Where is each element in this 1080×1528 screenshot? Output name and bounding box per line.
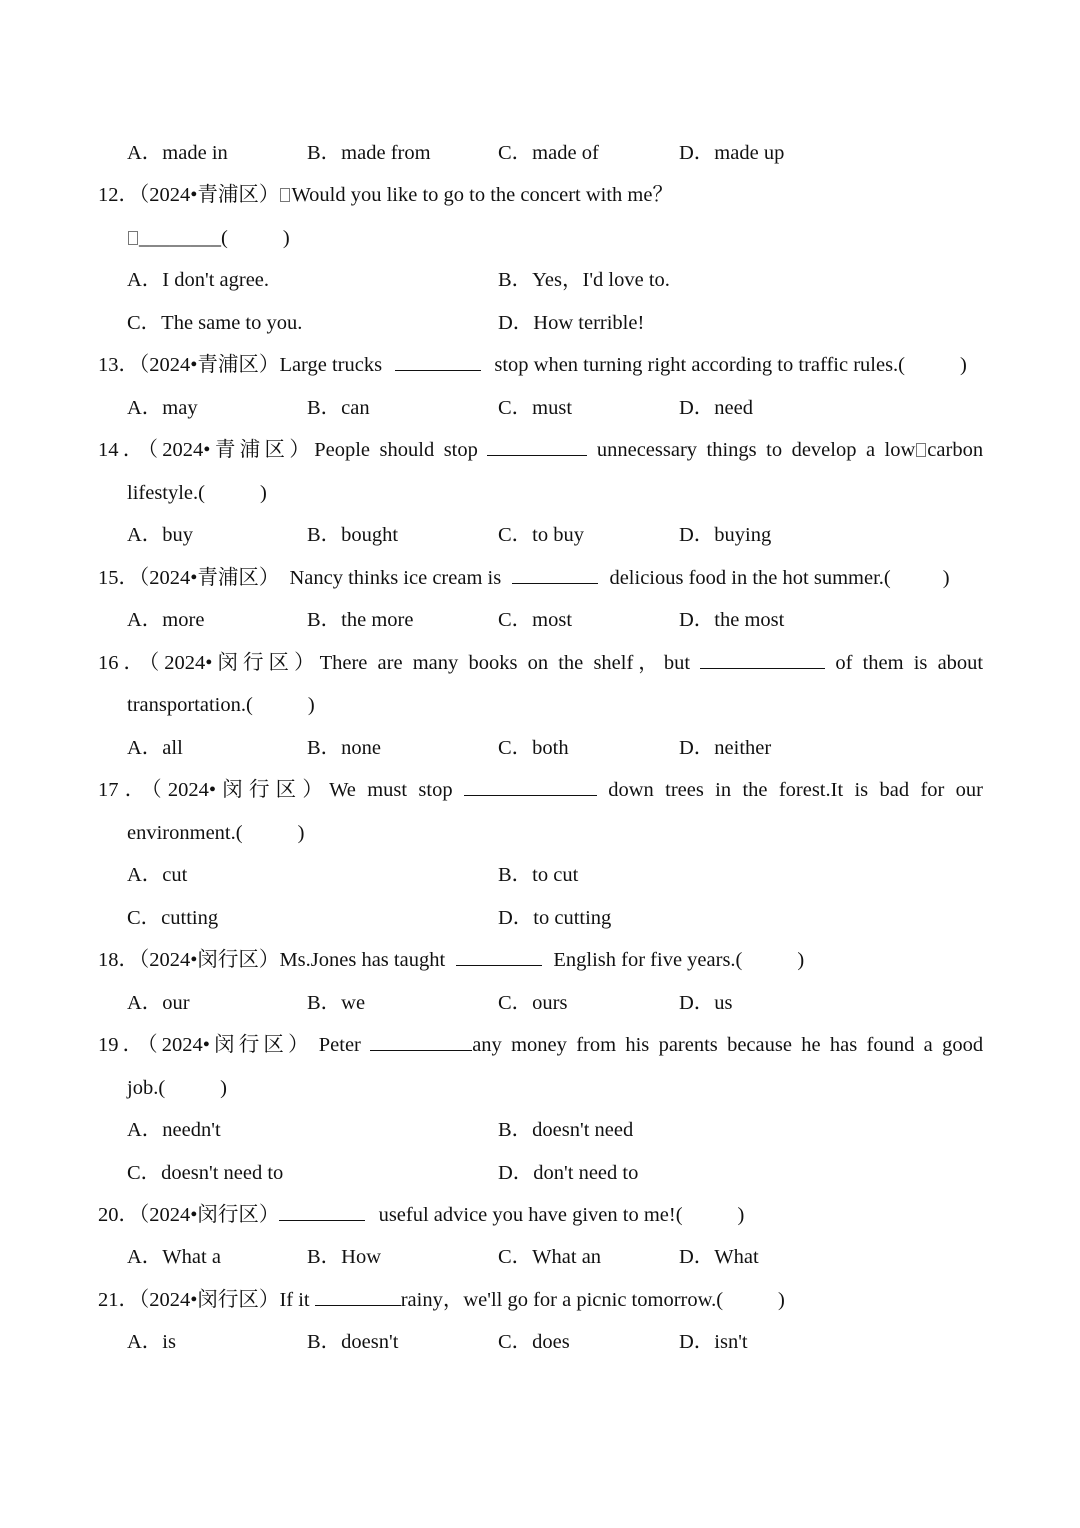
- q14-carbon: carbon: [927, 439, 984, 461]
- q14-low: low: [884, 439, 916, 461]
- q15-number: 15．（2024•青浦区）: [98, 567, 280, 589]
- q19-line2: [127, 1073, 227, 1103]
- q16-stem: [98, 648, 983, 678]
- q16-number: 16．（2024•闵行区）: [98, 652, 320, 674]
- q13-close-paren: ): [960, 354, 967, 376]
- q16-word: books: [468, 652, 518, 674]
- q14-option-d[interactable]: D．buying: [679, 524, 772, 546]
- q17-blank[interactable]: [464, 777, 597, 796]
- q13-option-d[interactable]: D．need: [679, 397, 754, 419]
- q17-word: must: [367, 779, 408, 801]
- q13-option-b[interactable]: B．can: [307, 397, 370, 419]
- q19-word: money: [511, 1034, 567, 1056]
- q20-option-a[interactable]: A．What a: [127, 1246, 221, 1268]
- q17-line2-text: environment.(: [127, 822, 243, 844]
- q21-option-a[interactable]: A．is: [127, 1331, 176, 1353]
- q17-word: down: [608, 779, 654, 801]
- q17-word: bad: [879, 779, 910, 801]
- q16-option-d[interactable]: D．neither: [679, 737, 772, 759]
- q16-word: are: [377, 652, 403, 674]
- q13-text-before: Large trucks: [279, 354, 383, 376]
- q13-text-after: stop when turning right according to traffic rules.(: [494, 354, 905, 376]
- q17-word: forest.It: [778, 779, 844, 801]
- q12-option-b[interactable]: B．Yes，I'd love to.: [498, 269, 670, 291]
- q15-stem: [98, 563, 950, 593]
- q14-word: stop: [443, 439, 478, 461]
- q18-number: 18．（2024•闵行区）: [98, 949, 280, 971]
- q11-option-b[interactable]: B．made from: [307, 142, 431, 164]
- dash-glyph-icon: [128, 231, 138, 245]
- q14-word: People: [314, 439, 371, 461]
- q18-blank[interactable]: [456, 947, 542, 966]
- q17-word: stop: [418, 779, 453, 801]
- q16-option-a[interactable]: A．all: [127, 737, 183, 759]
- q17-number: 17．（2024•闵行区）: [98, 779, 330, 801]
- dash-glyph-icon: [280, 188, 290, 202]
- q21-option-b[interactable]: B．doesn't: [307, 1331, 399, 1353]
- q16-word: shelf，but: [593, 652, 691, 674]
- q21-blank[interactable]: [315, 1287, 401, 1306]
- q13-option-a[interactable]: A．may: [127, 397, 198, 419]
- q12-option-c[interactable]: C．The same to you.: [127, 312, 303, 334]
- q19-option-b[interactable]: B．doesn't need: [498, 1119, 634, 1141]
- dash-glyph-icon: [916, 443, 926, 457]
- q20-option-c[interactable]: C．What an: [498, 1246, 602, 1268]
- q19-stem: [98, 1030, 983, 1060]
- q17-word: trees: [665, 779, 704, 801]
- q11-option-a[interactable]: A．made in: [127, 142, 228, 164]
- q17-word: We: [329, 779, 356, 801]
- q14-word: things: [706, 439, 757, 461]
- q12-option-a[interactable]: A．I don't agree.: [127, 269, 270, 291]
- q16-word: the: [558, 652, 584, 674]
- q15-option-d[interactable]: D．the most: [679, 609, 785, 631]
- q17-line2: [127, 818, 304, 848]
- q17-word: for: [920, 779, 945, 801]
- q18-close-paren: ): [797, 949, 805, 971]
- q20-stem: [98, 1200, 744, 1230]
- q16-line2: [127, 690, 315, 720]
- q18-stem: [98, 945, 804, 975]
- q14-word: unnecessary: [596, 439, 698, 461]
- q14-word: to: [766, 439, 783, 461]
- q18-text-after: English for five years.(: [553, 949, 743, 971]
- q21-option-d[interactable]: D．isn't: [679, 1331, 748, 1353]
- q21-text-before: If it: [279, 1289, 310, 1311]
- q15-close-paren: ): [942, 567, 950, 589]
- q14-line2-text: lifestyle.(: [127, 482, 205, 504]
- q19-blank[interactable]: [370, 1032, 472, 1051]
- q19-word: good: [942, 1034, 984, 1056]
- q14-blank[interactable]: [487, 437, 587, 456]
- q19-word: because: [727, 1034, 792, 1056]
- q16-word: of: [835, 652, 853, 674]
- q12-option-d[interactable]: D．How terrible!: [498, 312, 645, 334]
- q20-number: 20．（2024•闵行区）: [98, 1204, 280, 1226]
- q14-line2: [127, 478, 267, 508]
- q18-option-c[interactable]: C．ours: [498, 992, 568, 1014]
- q17-option-c[interactable]: C．cutting: [127, 907, 219, 929]
- q13-number: 13．（2024•青浦区）: [98, 354, 280, 376]
- q19-word: has: [829, 1034, 858, 1056]
- q13-blank[interactable]: [395, 352, 481, 371]
- q14-word: should: [379, 439, 435, 461]
- q20-blank[interactable]: [279, 1202, 365, 1221]
- q19-word: Peter: [318, 1034, 361, 1056]
- q19-option-a[interactable]: A．needn't: [127, 1119, 221, 1141]
- q12-text: Would you like to go to the concert with me？: [291, 184, 673, 206]
- q14-option-b[interactable]: B．bought: [307, 524, 399, 546]
- q11-option-d[interactable]: D．made up: [679, 142, 785, 164]
- q17-option-b[interactable]: B．to cut: [498, 864, 579, 886]
- q16-option-b[interactable]: B．none: [307, 737, 382, 759]
- q17-stem: [98, 775, 983, 805]
- q14-option-c[interactable]: C．to buy: [498, 524, 584, 546]
- q20-close-paren: ): [737, 1204, 745, 1226]
- q17-option-a[interactable]: A．cut: [127, 864, 188, 886]
- q15-option-b[interactable]: B．the more: [307, 609, 414, 631]
- q18-option-d[interactable]: D．us: [679, 992, 733, 1014]
- q19-word: his: [625, 1034, 650, 1056]
- q13-option-c[interactable]: C．must: [498, 397, 573, 419]
- q19-option-c[interactable]: C．doesn't need to: [127, 1162, 284, 1184]
- q17-word: the: [742, 779, 768, 801]
- q15-option-a[interactable]: A．more: [127, 609, 205, 631]
- q19-number: 19．（2024•闵行区）: [98, 1034, 313, 1056]
- q19-word: he: [801, 1034, 821, 1056]
- q21-text-after: rainy，we'll go for a picnic tomorrow.(: [400, 1289, 724, 1311]
- q12-number: 12．（2024•青浦区）: [98, 184, 280, 206]
- q12-close-paren: ): [282, 227, 290, 249]
- q16-word: There: [319, 652, 368, 674]
- q16-line2-text: transportation.(: [127, 694, 253, 716]
- q19-word: a: [923, 1034, 933, 1056]
- q19-line2-text: job.(: [127, 1077, 166, 1099]
- q21-close-paren: ): [778, 1289, 785, 1311]
- q20-option-b[interactable]: B．How: [307, 1246, 382, 1268]
- q17-word: is: [854, 779, 869, 801]
- q21-stem: [98, 1285, 785, 1315]
- q16-word: them: [862, 652, 904, 674]
- q19-word: any: [472, 1034, 502, 1056]
- q18-option-b[interactable]: B．we: [307, 992, 366, 1014]
- q14-word: develop: [791, 439, 857, 461]
- q19-word: parents: [658, 1034, 718, 1056]
- q19-option-d[interactable]: D．don't need to: [498, 1162, 639, 1184]
- q14-word: a: [865, 439, 876, 461]
- q15-option-c[interactable]: C．most: [498, 609, 573, 631]
- q16-word: many: [412, 652, 459, 674]
- q19-word: found: [866, 1034, 915, 1056]
- q12-answer-line: [127, 223, 290, 253]
- q14-close-paren: ): [260, 482, 267, 504]
- q13-stem: [98, 350, 967, 380]
- q16-word: on: [527, 652, 549, 674]
- q17-close-paren: ): [297, 822, 305, 844]
- q12-stem: [98, 180, 673, 210]
- q15-text-after: delicious food in the hot summer.(: [609, 567, 891, 589]
- q11-option-c[interactable]: C．made of: [498, 142, 599, 164]
- q14-low-carbon: [885, 439, 984, 461]
- q19-close-paren: ): [220, 1077, 227, 1099]
- q21-option-c[interactable]: C．does: [498, 1331, 570, 1353]
- q17-word: our: [955, 779, 983, 801]
- q20-text-after: useful advice you have given to me!(: [378, 1204, 683, 1226]
- q16-close-paren: ): [307, 694, 315, 716]
- q19-word: from: [576, 1034, 617, 1056]
- q16-option-c[interactable]: C．both: [498, 737, 569, 759]
- q20-option-d[interactable]: D．What: [679, 1246, 759, 1268]
- q18-text-before: Ms.Jones has taught: [279, 949, 446, 971]
- q16-word: is: [913, 652, 928, 674]
- q15-text-before: Nancy thinks ice cream is: [289, 567, 502, 589]
- q18-option-a[interactable]: A．our: [127, 992, 190, 1014]
- q17-word: in: [715, 779, 732, 801]
- q15-blank[interactable]: [512, 565, 598, 584]
- q14-option-a[interactable]: A．buy: [127, 524, 194, 546]
- q16-blank[interactable]: [700, 650, 825, 669]
- q12-blank[interactable]: ________(: [139, 227, 228, 249]
- q14-stem: [98, 435, 983, 465]
- q17-option-d[interactable]: D．to cutting: [498, 907, 612, 929]
- q21-number: 21．（2024•闵行区）: [98, 1289, 280, 1311]
- q14-number: 14．（2024•青浦区）: [98, 439, 315, 461]
- q16-word: about: [937, 652, 984, 674]
